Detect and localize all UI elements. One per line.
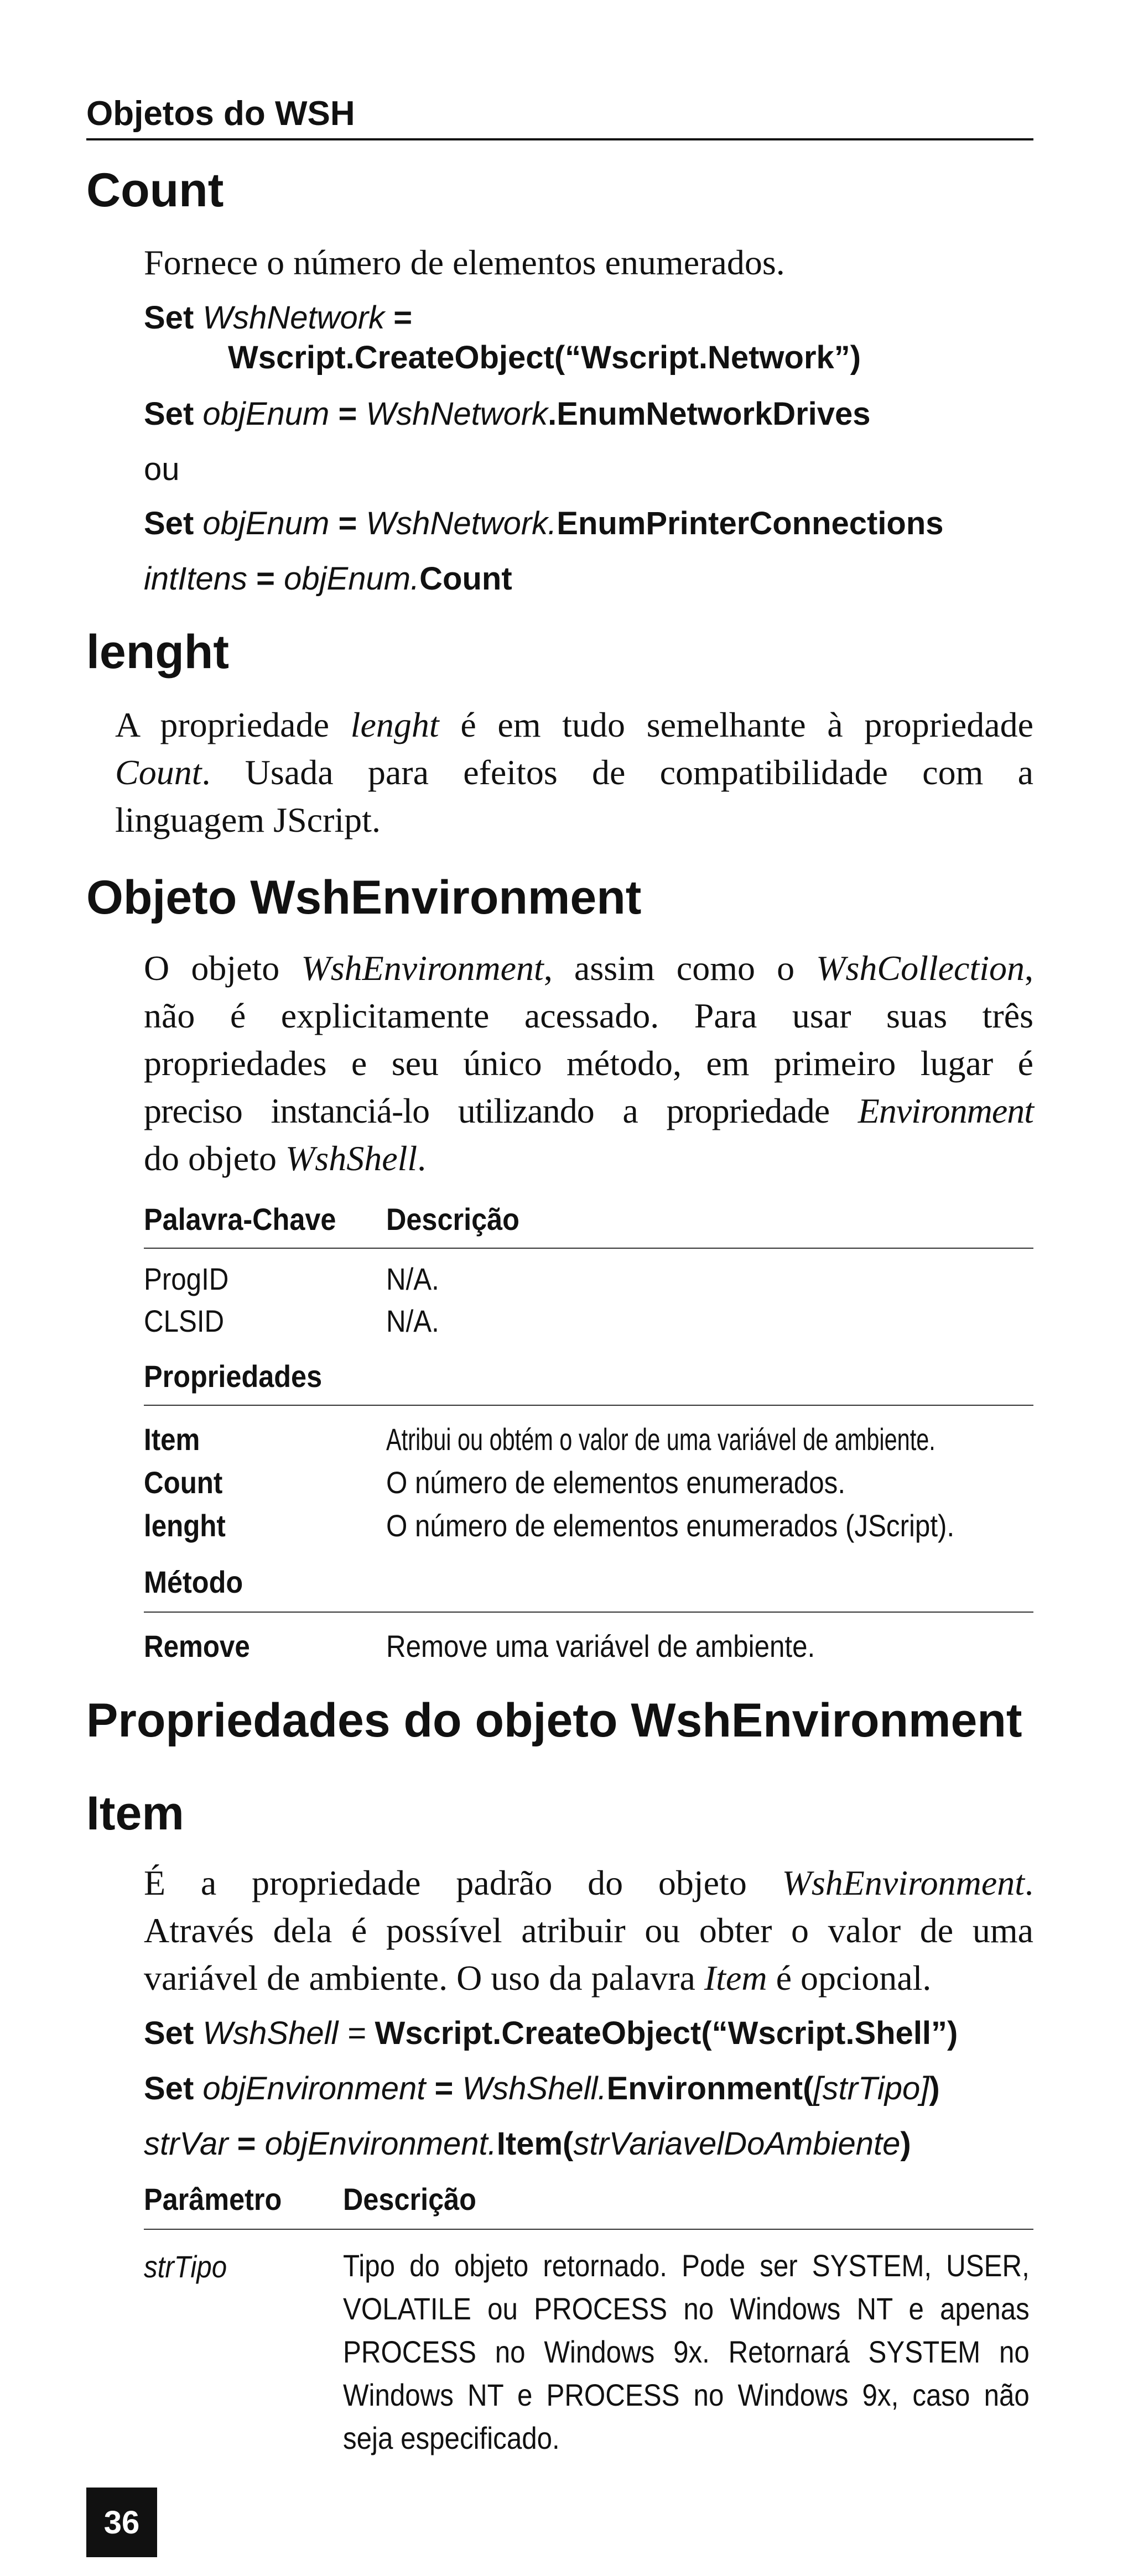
param-desc-line: PROCESS no Windows 9x. Retornará SYSTEM no <box>343 2334 1030 2369</box>
table-row-key: lenght <box>144 1508 226 1543</box>
lenght-line-3: linguagem JScript. <box>115 800 381 839</box>
section-title-item: Item <box>86 1787 184 1840</box>
item-line-1: É a propriedade padrão do objeto WshEnvironment. <box>144 1863 1033 1902</box>
table-head-description: Descrição <box>386 1202 519 1237</box>
section-title-count: Count <box>86 164 224 217</box>
table-subhead-method: Método <box>144 1565 243 1599</box>
code-line-create-network-call: Wscript.CreateObject(“Wscript.Network”) <box>228 340 861 376</box>
table-head-keyword: Palavra-Chave <box>144 1202 336 1237</box>
code-line-enum-drives: Set objEnum = WshNetwork.EnumNetworkDrives <box>144 396 871 432</box>
lenght-line-1: A propriedade lenght é em tudo semelhante à propriedade <box>115 705 1033 744</box>
count-description: Fornece o número de elementos enumerados. <box>144 243 785 282</box>
table-row-value: Remove uma variável de ambiente. <box>386 1629 815 1664</box>
param-description <box>343 2244 1030 2460</box>
lenght-paragraph <box>115 701 1033 844</box>
param-table-head-description: Descrição <box>343 2182 476 2217</box>
table-row-value: O número de elementos enumerados. <box>386 1465 846 1500</box>
wshenv-line-5: do objeto WshShell. <box>144 1139 427 1178</box>
table-subhead-properties: Propriedades <box>144 1359 323 1394</box>
wshenv-line-4: preciso instanciá-lo utilizando a propriedade Environment <box>144 1091 1033 1130</box>
code-line-create-shell: Set WshShell = Wscript.CreateObject(“Wscript.Shell”) <box>144 2015 958 2051</box>
section-title-lenght: lenght <box>86 625 229 679</box>
param-table-rule <box>144 2229 1033 2230</box>
table-row-key: Remove <box>144 1629 250 1664</box>
table-row-value: N/A. <box>386 1303 439 1338</box>
wshenv-line-3: propriedades e seu único método, em primeiro lugar é <box>144 1044 1033 1083</box>
table-rule-1 <box>144 1248 1033 1249</box>
item-line-2: Através dela é possível atribuir ou obter o valor de uma <box>144 1911 1033 1950</box>
table-row-value: O número de elementos enumerados (JScript). <box>386 1508 955 1543</box>
code-line-item: strVar = objEnvironment.Item(strVariavelDoAmbiente) <box>144 2126 911 2162</box>
running-head: Objetos do WSH <box>86 95 355 133</box>
code-line-count: intItens = objEnum.Count <box>144 561 512 597</box>
code-line-enum-printers: Set objEnum = WshNetwork.EnumPrinterConnections <box>144 505 944 541</box>
page-number: 36 <box>86 2488 157 2557</box>
param-table-head-param: Parâmetro <box>144 2182 282 2217</box>
table-row-value: Atribui ou obtém o valor de uma variável de ambiente. <box>386 1422 935 1457</box>
param-desc-line: Tipo do objeto retornado. Pode ser SYSTEM, USER, <box>343 2248 1030 2283</box>
table-rule-2 <box>144 1405 1033 1406</box>
wshenv-line-2: não é explicitamente acessado. Para usar suas três <box>144 996 1033 1035</box>
table-row-value: N/A. <box>386 1261 439 1296</box>
param-desc-line: VOLATILE ou PROCESS no Windows NT e apenas <box>343 2291 1030 2326</box>
code-line-create-network: Set WshNetwork = <box>144 300 413 336</box>
item-line-3: variável de ambiente. O uso da palavra Item é opcional. <box>144 1958 932 1998</box>
table-row-key: CLSID <box>144 1303 225 1338</box>
header-rule <box>86 138 1033 140</box>
item-paragraph <box>144 1859 1033 2002</box>
table-row-key: Item <box>144 1422 200 1457</box>
wshenvironment-paragraph <box>144 945 1033 1182</box>
param-desc-line: Windows NT e PROCESS no Windows 9x, caso não <box>343 2377 1030 2412</box>
param-name: strTipo <box>144 2249 227 2284</box>
lenght-line-2: Count. Usada para efeitos de compatibilidade com a <box>115 753 1033 792</box>
code-line-environment: Set objEnvironment = WshShell.Environment([strTipo]) <box>144 2071 940 2106</box>
section-title-properties: Propriedades do objeto WshEnvironment <box>86 1694 1022 1747</box>
code-or: ou <box>144 451 180 487</box>
table-row-key: Count <box>144 1465 223 1500</box>
wshenv-line-1: O objeto WshEnvironment, assim como o WshCollection, <box>144 948 1033 988</box>
table-row-key: ProgID <box>144 1261 229 1296</box>
param-desc-line: seja especificado. <box>343 2421 560 2455</box>
table-rule-3 <box>144 1612 1033 1613</box>
section-title-wshenvironment: Objeto WshEnvironment <box>86 871 642 924</box>
